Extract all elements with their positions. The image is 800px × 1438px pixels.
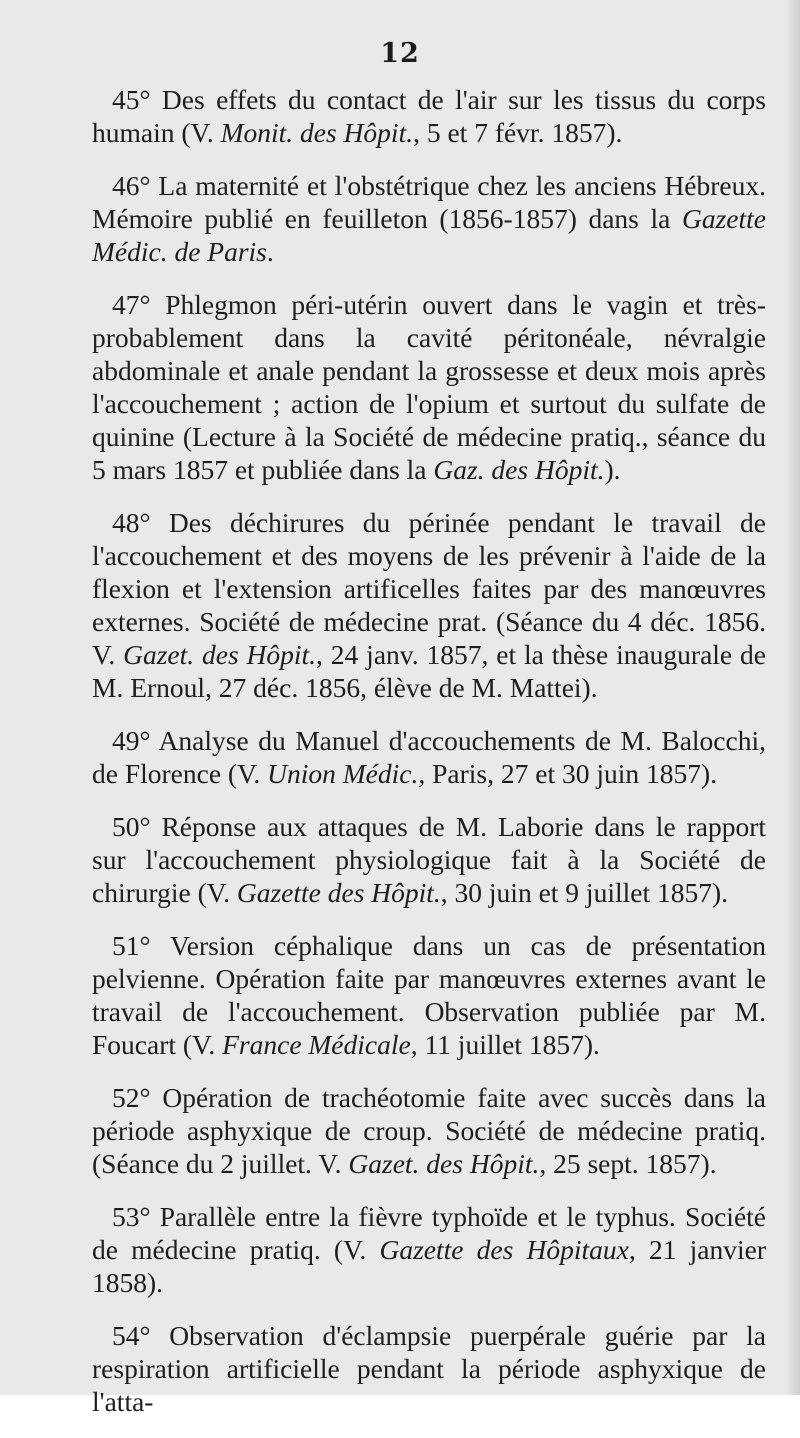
entry-journal: Gazette des Hôpit. (236, 877, 441, 908)
entry-number: 54° (112, 1320, 151, 1351)
entry-journal: Gazette Médic. de Paris (92, 203, 766, 267)
entry-journal: Gazet. des Hôpit. (123, 639, 317, 670)
bibliography-entry-54 (92, 1319, 766, 1418)
page-edge (786, 0, 800, 1395)
entry-number: 47° (112, 289, 151, 320)
entry-text: Opération de trachéotomie faite avec succès dans la période asphyxique de croup. Société de médecine pratiq. (Séance du 2 juillet. V. (92, 1082, 767, 1179)
bibliography-entry-47 (92, 288, 766, 486)
entry-number: 45° (112, 84, 151, 115)
entry-journal: Union Médic. (267, 758, 419, 789)
entry-text: Des effets du contact de l'air sur les tissus du corps humain (V. (92, 84, 767, 148)
entry-text-end: , 30 juin et 9 juillet 1857). (440, 877, 728, 908)
entry-text: Réponse aux attaques de M. Laborie dans le rapport sur l'accouchement physiologique fait à la Société de chirurgie (V. (92, 811, 767, 908)
bibliography-entry-51 (92, 929, 766, 1061)
entry-journal: Gazette des Hôpitaux, (379, 1234, 636, 1265)
entry-number: 49° (112, 725, 151, 756)
entry-text-end: , 5 et 7 févr. 1857). (413, 117, 623, 148)
entry-number: 53° (112, 1201, 151, 1232)
bibliography-entry-52 (92, 1081, 766, 1180)
entry-text: Phlegmon péri-utérin ouvert dans le vagin et très-probablement dans la cavité péritonéale, névralgie abdominale et anale pendant la grossesse et deux mois après l'accouchement ; action de l'opium et surtout du sulfate de quinine (Lecture à la Société de médecine pratiq., séance du 5 mars 1857 et publiée dans la (92, 289, 766, 485)
entry-journal: France Médicale, (222, 1029, 418, 1060)
entry-text: Version céphalique dans un cas de présentation pelvienne. Opération faite par manœuvres externes avant le travail de l'accouchement. Observation publiée par M. Foucart (V. (92, 930, 766, 1060)
entry-number: 52° (112, 1082, 151, 1113)
entry-text-end: . (266, 236, 274, 267)
bibliography-entry-46 (92, 169, 766, 268)
entry-text-end: ). (604, 454, 621, 485)
entry-text: La maternité et l'obstétrique chez les anciens Hébreux. Mémoire publié en feuilleton (1856-1857) dans la (92, 170, 767, 234)
entry-journal: Gazet. des Hôpit. (348, 1148, 540, 1179)
bibliography-entry-48 (92, 506, 766, 704)
entry-number: 51° (112, 930, 151, 961)
entry-journal: Monit. des Hôpit. (220, 117, 414, 148)
bibliography-entry-50 (92, 810, 766, 909)
entry-text-end: , 25 sept. 1857). (539, 1148, 717, 1179)
entry-text: Observation d'éclampsie puerpérale guérie par la respiration artificielle pendant la période asphyxique de l'atta- (92, 1320, 767, 1417)
entry-number: 48° (112, 507, 151, 538)
bibliography-entry-53 (92, 1200, 766, 1299)
entry-text-end: 11 juillet 1857). (417, 1029, 600, 1060)
entry-text: Analyse du Manuel d'accouchements de M. Balocchi, de Florence (V. (92, 725, 766, 789)
entry-number: 50° (112, 811, 151, 842)
bibliography-entry-45 (92, 83, 766, 149)
entry-text-end: , Paris, 27 et 30 juin 1857). (418, 758, 718, 789)
entry-text-end: , 24 janv. 1857, et la thèse inaugurale de M. Ernoul, 27 déc. 1856, élève de M. Mattei). (92, 639, 766, 703)
bibliography-list (92, 83, 766, 1438)
entry-text: Des déchirures du périnée pendant le travail de l'accouchement et des moyens de les prévenir à l'aide de la flexion et l'extension artificelles faites par des manœuvres externes. Société de médecine prat. (Séance du 4 déc. 1856. V. (92, 507, 766, 670)
entry-text: Parallèle entre la fièvre typhoïde et le typhus. Société de médecine pratiq. (V. (92, 1201, 767, 1265)
page-number: 12 (380, 38, 420, 69)
bibliography-entry-49 (92, 724, 766, 790)
entry-number: 46° (112, 170, 151, 201)
entry-journal: Gaz. des Hôpit. (433, 454, 605, 485)
entry-text-end: 21 janvier 1858). (92, 1234, 766, 1298)
